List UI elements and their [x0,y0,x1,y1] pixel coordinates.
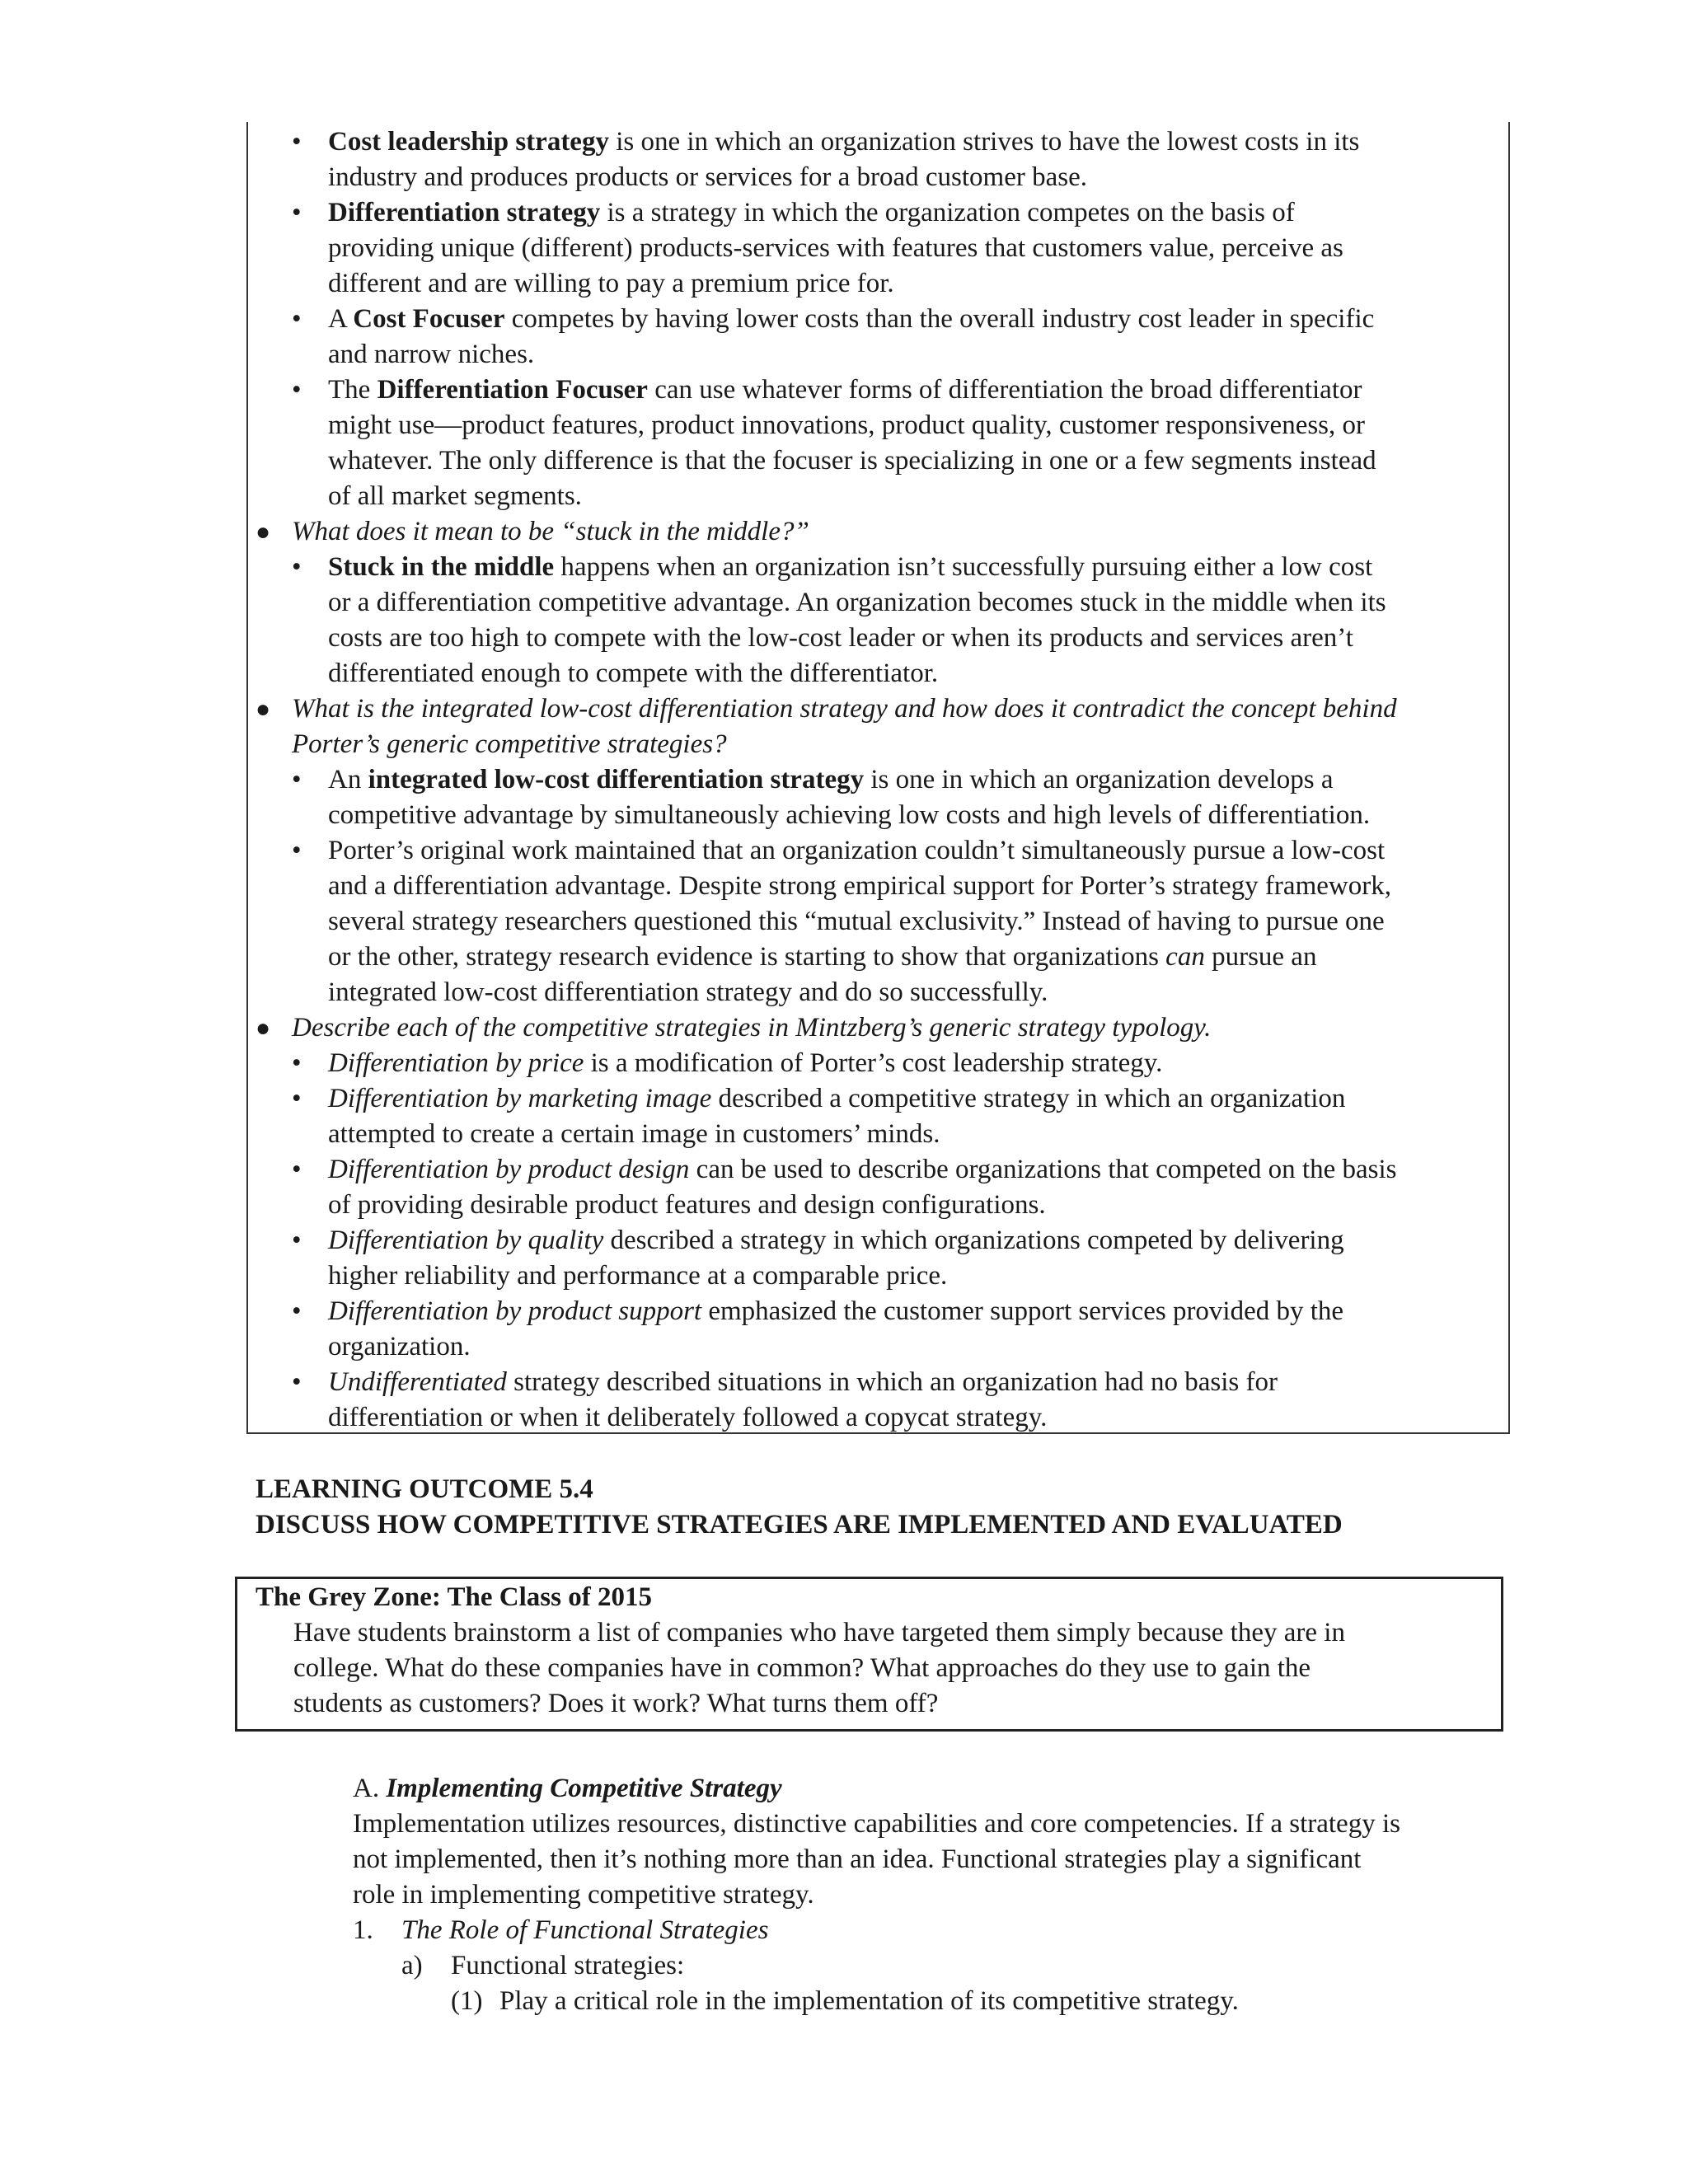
item-1-title: The Role of Functional Strategies [401,1915,769,1945]
porter-line-2: and a differentiation advantage. Despite strong empirical support for Porter’s strategy framework, [328,871,1391,901]
grey-zone-line-1: Have students brainstorm a list of companies who have targeted them simply because they are in [293,1618,1345,1647]
diff-focuser-line-4: of all market segments. [328,481,582,511]
question-stuck: What does it mean to be “stuck in the middle?” [292,517,809,546]
bullet: • [292,552,302,582]
by-support-line-1: Differentiation by product support emphasized the customer support services provided by the [328,1296,1344,1326]
stuck-line-3: costs are too high to compete with the low-cost leader or when its products and services aren’t [328,623,1353,653]
stuck-line-2: or a differentiation competitive advantage. An organization becomes stuck in the middle when its [328,588,1386,617]
cost-focuser-line-2: and narrow niches. [328,340,535,369]
bullet: • [292,127,302,157]
diff-focuser-line-2: might use—product features, product innovations, product quality, customer responsiveness, or [328,410,1366,440]
main-bullet: ● [256,696,271,723]
section-a-line-2: not implemented, then it’s nothing more than an idea. Functional strategies play a significant [353,1844,1362,1874]
porter-line-3: several strategy researchers questioned this “mutual exclusivity.” Instead of having to pursue one [328,907,1385,936]
main-bullet: ● [256,518,271,546]
grey-zone-line-2: college. What do these companies have in common? What approaches do they use to gain the [293,1653,1311,1683]
diff-focuser-line-3: whatever. The only difference is that the focuser is specializing in one or a few segments instead [328,446,1376,476]
differentiation-line-3: different and are willing to pay a premium price for. [328,269,894,298]
bullet: • [292,304,302,334]
sub-item-a-label: a) [401,1951,423,1980]
cost-leadership-line-2: industry and produces products or services for a broad customer base. [328,162,1087,192]
cost-leadership-line-1: Cost leadership strategy is one in which an organization strives to have the lowest costs in its [328,127,1360,157]
learning-outcome-heading: LEARNING OUTCOME 5.4 [256,1474,593,1504]
sub-item-1-text: Play a critical role in the implementation of its competitive strategy. [499,1986,1239,2016]
undiff-line-1: Undifferentiated strategy described situations in which an organization had no basis for [328,1367,1278,1397]
by-quality-line-1: Differentiation by quality described a strategy in which organizations competed by delivering [328,1226,1344,1255]
diff-focuser-line-1: The Differentiation Focuser can use whatever forms of differentiation the broad differentiator [328,375,1362,405]
differentiation-line-1: Differentiation strategy is a strategy in which the organization competes on the basis of [328,198,1295,227]
by-design-line-1: Differentiation by product design can be used to describe organizations that competed on the basis [328,1155,1397,1184]
by-quality-line-2: higher reliability and performance at a comparable price. [328,1261,948,1291]
integrated-line-1: An integrated low-cost differentiation strategy is one in which an organization develops a [328,765,1334,794]
differentiation-line-2: providing unique (different) products-services with features that customers value, perceive as [328,233,1343,263]
bullet: • [292,1084,302,1113]
section-a-line-3: role in implementing competitive strategy. [353,1880,814,1910]
item-1-number: 1. [353,1915,373,1945]
undiff-line-2: differentiation or when it deliberately followed a copycat strategy. [328,1403,1048,1432]
bullet: • [292,836,302,865]
porter-line-4: or the other, strategy research evidence is starting to show that organizations can pursue an [328,942,1317,972]
porter-line-1: Porter’s original work maintained that an organization couldn’t simultaneously pursue a low-cost [328,836,1386,865]
by-image-line-1: Differentiation by marketing image described a competitive strategy in which an organization [328,1084,1346,1113]
stuck-line-4: differentiated enough to compete with the differentiator. [328,658,939,688]
main-bullet: ● [256,1015,271,1042]
bullet: • [292,1048,302,1078]
cost-focuser-line-1: A Cost Focuser competes by having lower costs than the overall industry cost leader in specific [328,304,1375,334]
porter-line-5: integrated low-cost differentiation strategy and do so successfully. [328,977,1048,1007]
grey-zone-line-3: students as customers? Does it work? What turns them off? [293,1689,939,1718]
section-a-line-1: Implementation utilizes resources, distinctive capabilities and core competencies. If a strategy is [353,1809,1400,1839]
stuck-line-1: Stuck in the middle happens when an organization isn’t successfully pursuing either a low cost [328,552,1373,582]
bullet: • [292,1155,302,1184]
by-design-line-2: of providing desirable product features and design configurations. [328,1190,1046,1220]
question-integrated-line-2: Porter’s generic competitive strategies? [292,729,727,759]
integrated-line-2: competitive advantage by simultaneously achieving low costs and high levels of differentiation. [328,800,1371,830]
question-integrated-line-1: What is the integrated low-cost differentiation strategy and how does it contradict the concept behind [292,694,1397,724]
grey-zone-title: The Grey Zone: The Class of 2015 [256,1582,652,1612]
learning-outcome-subheading: DISCUSS HOW COMPETITIVE STRATEGIES ARE IMPLEMENTED AND EVALUATED [256,1510,1343,1540]
bullet: • [292,1296,302,1326]
by-image-line-2: attempted to create a certain image in customers’ minds. [328,1119,940,1149]
bullet: • [292,1226,302,1255]
bullet: • [292,765,302,794]
sub-item-1-label: (1) [451,1986,483,2016]
sub-item-a-text: Functional strategies: [451,1951,685,1980]
bullet: • [292,375,302,405]
bullet: • [292,1367,302,1397]
section-a-heading: A. Implementing Competitive Strategy [353,1774,782,1803]
question-mintzberg: Describe each of the competitive strategies in Mintzberg’s generic strategy typology. [292,1013,1212,1043]
by-price-line-1: Differentiation by price is a modification of Porter’s cost leadership strategy. [328,1048,1163,1078]
bullet: • [292,198,302,227]
by-support-line-2: organization. [328,1332,471,1361]
